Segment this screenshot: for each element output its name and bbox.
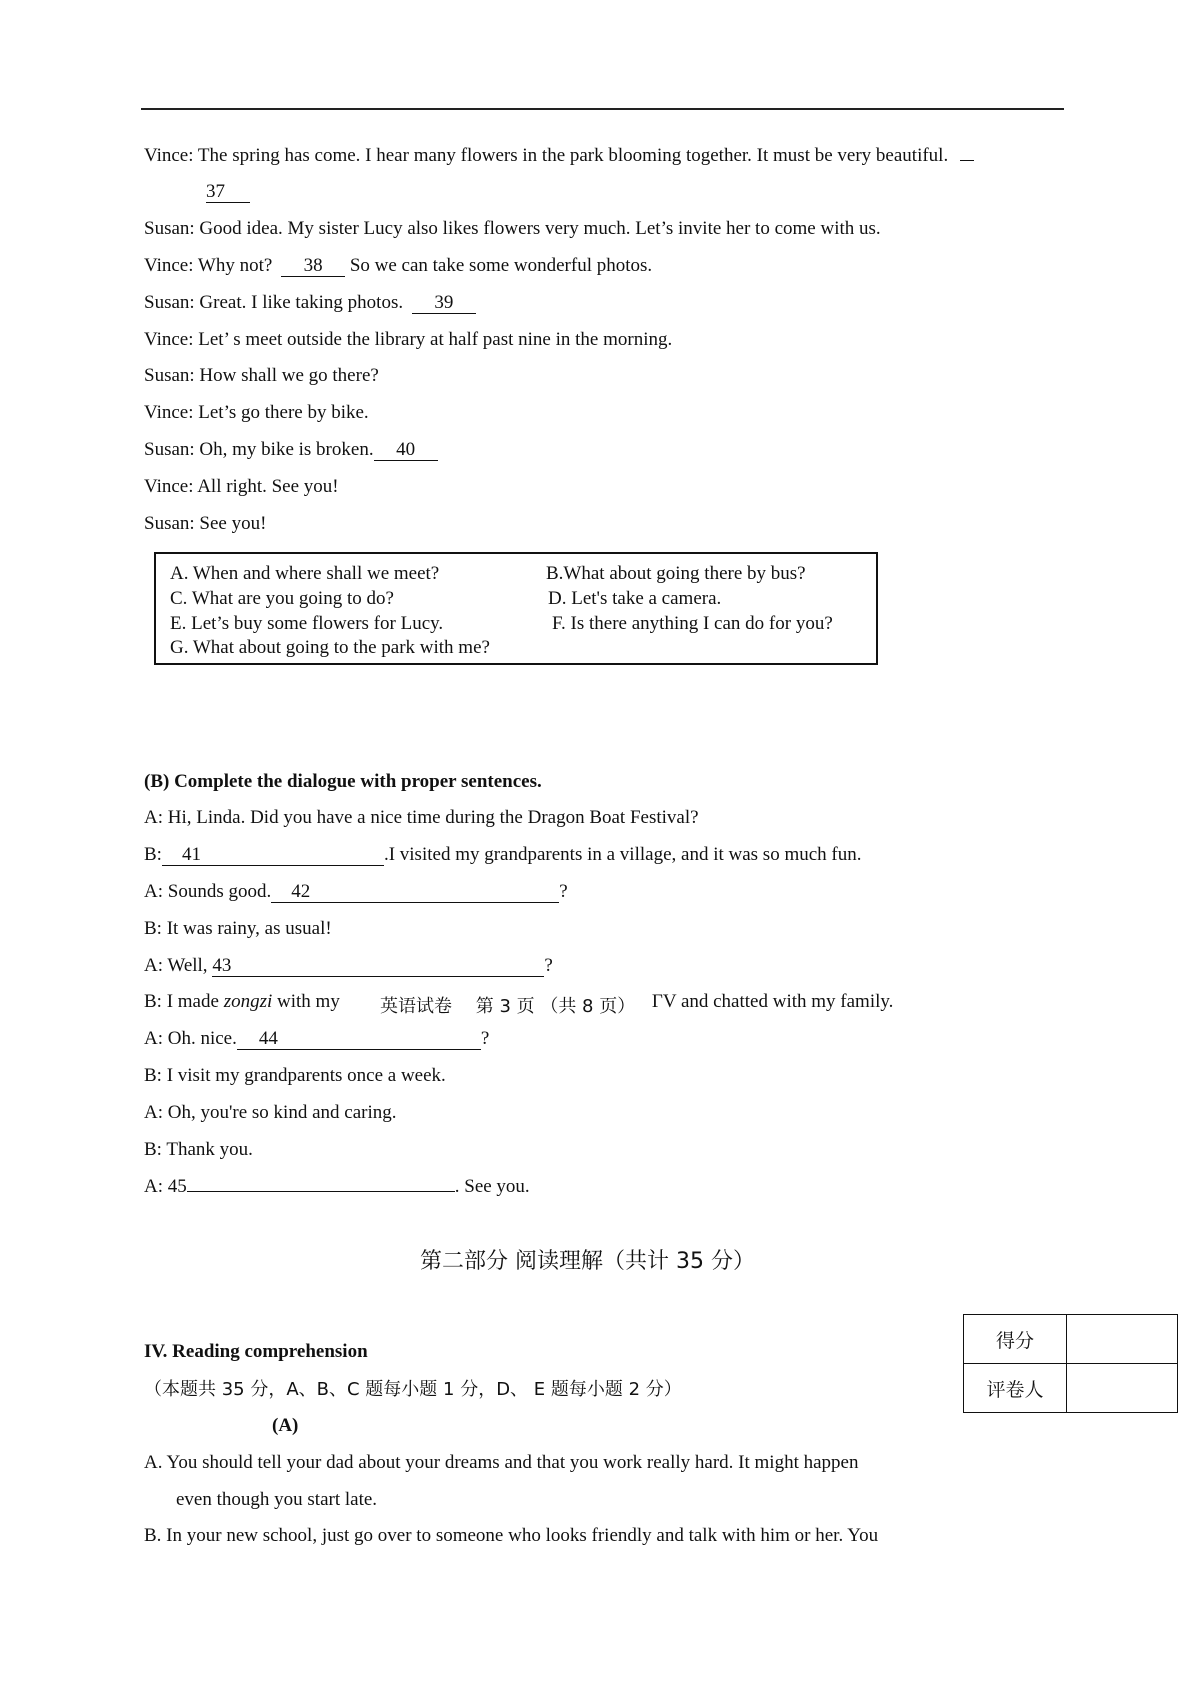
passage-a-option-a-line-2: even though you start late. [176,1489,378,1510]
score-value-cell[interactable] [1067,1315,1178,1364]
option-f: F. Is there anything I can do for you? [552,613,833,634]
blank-45 [187,1191,455,1192]
dialogue-b-line-6: B: I made zongzi with my ΓV and chatted with my family. [144,991,894,1012]
grader-label: 评卷人 [964,1364,1067,1413]
part-two-title: 第二部分 阅读理解（共计 35 分） [420,1249,755,1274]
dialogue-a-line-2: Susan: Good idea. My sister Lucy also likes flowers very much. Let’s invite her to come with us. [144,218,881,239]
dialogue-b-line-9: A: Oh, you're so kind and caring. [144,1102,397,1123]
passage-a-option-b-line-1: B. In your new school, just go over to someone who looks friendly and talk with him or her. You [144,1525,879,1546]
dialogue-b-line-11: A: 45 . See you. [144,1176,530,1197]
dialogue-a-line-7: Vince: Let’s go there by bike. [144,402,369,423]
dialogue-a-line-4: Susan: Great. I like taking photos. 39 [144,291,476,315]
blank-40: 40 [374,440,438,461]
dialogue-b-line-5: A: Well, 43 ? [144,955,553,976]
dialogue-a-line-9: Vince: All right. See you! [144,476,339,497]
dialogue-b-line-8: B: I visit my grandparents once a week. [144,1065,446,1086]
dialogue-b-line-7: A: Oh. nice. 44 ? [144,1028,490,1049]
page-footer: 英语试卷 第 3 页 （共 8 页） [376,992,639,1018]
top-rule [141,108,1064,110]
score-box [963,1314,1178,1413]
blank-39: 39 [412,293,476,314]
blank-41: 41 [162,845,384,866]
dialogue-b-line-2: B: 41 .I visited my grandparents in a village, and it was so much fun. [144,844,862,865]
blank-43: 43 [212,956,544,977]
section-b-heading: (B) Complete the dialogue with proper sentences. [144,771,542,792]
blank-38: 38 [281,256,345,277]
dialogue-a-line-5: Vince: Let’ s meet outside the library at half past nine in the morning. [144,329,673,350]
reading-note: （本题共 35 分，A、B、C 题每小题 1 分，D、 E 题每小题 2 分） [144,1379,682,1400]
dialogue-a-line-6: Susan: How shall we go there? [144,365,379,386]
score-label: 得分 [964,1315,1067,1364]
option-a: A. When and where shall we meet? [170,563,440,584]
options-box [154,552,878,665]
dialogue-b-line-4: B: It was rainy, as usual! [144,918,332,939]
passage-a-option-a-line-1: A. You should tell your dad about your dreams and that you work really hard. It might happen [144,1452,859,1473]
grader-value-cell[interactable] [1067,1364,1178,1413]
option-g: G. What about going to the park with me? [170,637,490,658]
option-c: C. What are you going to do? [170,588,394,609]
option-e: E. Let’s buy some flowers for Lucy. [170,613,444,634]
dialogue-a-line-3: Vince: Why not? 38 So we can take some wonderful photos. [144,255,653,276]
passage-a-label: (A) [272,1415,299,1436]
dialogue-b-line-3: A: Sounds good. 42 ? [144,881,568,902]
reading-heading: IV. Reading comprehension [144,1341,368,1362]
dialogue-a-line-1: Vince: The spring has come. I hear many flowers in the park blooming together. It must be very beautiful. [144,144,974,168]
dialogue-a-line-10: Susan: See you! [144,513,267,534]
dialogue-a-line-8: Susan: Oh, my bike is broken. 40 [144,438,438,462]
blank-42: 42 [271,882,559,903]
option-b: B.What about going there by bus? [546,563,806,584]
dialogue-b-line-10: B: Thank you. [144,1139,253,1160]
blank-44: 44 [237,1029,481,1050]
option-d: D. Let's take a camera. [548,588,722,609]
blank-37: 37 [206,180,250,204]
dialogue-b-line-1: A: Hi, Linda. Did you have a nice time during the Dragon Boat Festival? [144,807,699,828]
